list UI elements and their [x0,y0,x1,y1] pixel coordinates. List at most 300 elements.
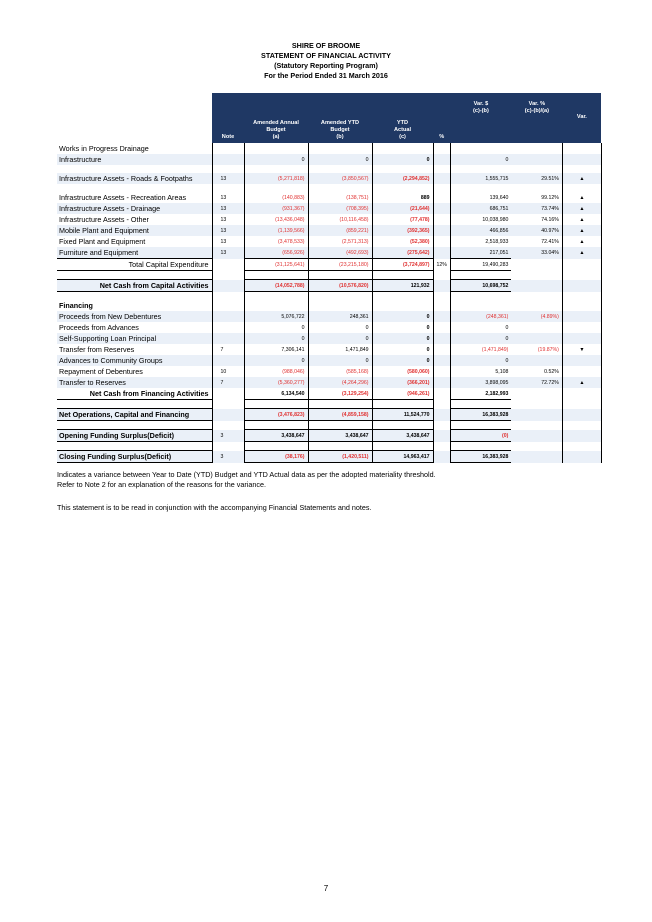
variance-arrow-icon: ▼ [562,344,601,355]
cell-vd: (0) [450,430,511,442]
header-var: Var. [562,93,601,143]
variance-arrow-icon: ▲ [562,236,601,247]
table-row [57,409,601,421]
cell-pct [433,214,450,225]
cell-a: 6,134,540 [244,388,308,400]
table-row [57,214,601,225]
table-row [57,271,601,280]
variance-arrow-icon [562,430,601,442]
cell-a: 3,438,647 [244,430,308,442]
cell-vp [511,400,562,409]
row-label: Net Operations, Capital and Financing [57,409,212,421]
cell-note [212,271,244,280]
cell-c: 3,438,647 [372,430,433,442]
cell-pct [433,143,450,154]
row-label: Opening Funding Surplus(Deficit) [57,430,212,442]
cell-c [372,421,433,430]
row-label: Infrastructure Assets - Recreation Areas [57,192,212,203]
cell-a [244,300,308,311]
cell-pct [433,271,450,280]
cell-vp [511,388,562,400]
cell-pct [433,409,450,421]
row-label: Works in Progress Drainage [57,143,212,154]
cell-b [308,442,372,451]
page-number: 7 [323,884,329,893]
cell-c: (52,380) [372,236,433,247]
cell-pct [433,366,450,377]
cell-b: (859,221) [308,225,372,236]
cell-note [212,184,244,192]
cell-b: (3,850,567) [308,173,372,184]
table-row [57,192,601,203]
cell-b: (492,693) [308,247,372,259]
cell-note [212,259,244,271]
cell-pct [433,421,450,430]
cell-a [244,143,308,154]
cell-c [372,271,433,280]
variance-arrow-icon: ▲ [562,192,601,203]
cell-c: 0 [372,322,433,333]
cell-c [372,143,433,154]
cell-b [308,292,372,301]
cell-a [244,442,308,451]
cell-a: (13,436,048) [244,214,308,225]
cell-vd: 16,383,928 [450,409,511,421]
cell-b: (23,215,180) [308,259,372,271]
cell-a [244,292,308,301]
cell-vd [450,421,511,430]
variance-arrow-icon: ▲ [562,203,601,214]
cell-a: (5,271,818) [244,173,308,184]
cell-a: (931,367) [244,203,308,214]
cell-c [372,292,433,301]
cell-vd [450,400,511,409]
table-row [57,451,601,463]
cell-vp [511,451,562,463]
variance-arrow-icon [562,421,601,430]
cell-pct [433,451,450,463]
table-row [57,322,601,333]
cell-vd: 10,698,752 [450,280,511,292]
table-row [57,430,601,442]
cell-pct: 12% [436,261,447,268]
cell-a: 0 [244,322,308,333]
row-label: Self-Supporting Loan Principal [57,333,212,344]
header-budget-a: Amended Annual Budget (a) [244,93,308,143]
variance-arrow-icon [562,355,601,366]
cell-c: 11,524,770 [372,409,433,421]
cell-note [212,322,244,333]
variance-arrow-icon [562,311,601,322]
cell-b: (708,395) [308,203,372,214]
row-label: Transfer to Reserves [57,377,212,388]
cell-vp [511,300,562,311]
table-row [57,280,601,292]
cell-a: 5,076,722 [244,311,308,322]
cell-vd: 0 [450,154,511,165]
header-var-pct: Var. % (c)-(b)/(a) [511,93,562,143]
cell-note: 10 [212,366,244,377]
cell-c: 0 [372,344,433,355]
cell-note: 13 [212,236,244,247]
cell-vd: 16,383,928 [450,451,511,463]
footnote-statement: This statement is to be read in conjunction with the accompanying Financial Statements and notes. [57,503,372,512]
cell-vd: 5,108 [450,366,511,377]
table-row [57,344,601,355]
cell-c [372,184,433,192]
table-row [57,247,601,259]
cell-vd: 3,898,095 [450,377,511,388]
cell-c: (77,478) [372,214,433,225]
cell-vp [511,184,562,192]
cell-b: (3,129,254) [308,388,372,400]
cell-vp: (4.89%) [511,311,562,322]
cell-note: 3 [212,430,244,442]
cell-b [308,400,372,409]
table-row [57,154,601,165]
cell-note [212,388,244,400]
cell-b [308,300,372,311]
cell-a: 0 [244,333,308,344]
council-name: SHIRE OF BROOME [291,41,361,50]
table-row [57,366,601,377]
cell-pct [433,165,450,173]
cell-vp [511,442,562,451]
cell-vd: 0 [450,322,511,333]
cell-a: 0 [244,154,308,165]
table-row [57,355,601,366]
cell-c: 0 [372,333,433,344]
cell-note: 7 [212,344,244,355]
cell-c: 14,963,417 [372,451,433,463]
cell-pct [433,236,450,247]
cell-vp [511,271,562,280]
variance-arrow-icon [562,154,601,165]
cell-note [212,400,244,409]
header-ytd-b: Amended YTD Budget (b) [308,93,372,143]
cell-b: 0 [308,333,372,344]
cell-vp [511,333,562,344]
row-label [57,442,212,451]
variance-arrow-icon [562,333,601,344]
report-title [0,41,652,81]
cell-vd [450,292,511,301]
cell-a: (31,125,641) [244,259,308,271]
cell-vd: 0 [450,355,511,366]
cell-pct [433,333,450,344]
variance-arrow-icon [562,451,601,463]
header-pct: % [433,93,450,143]
cell-b [308,184,372,192]
row-label: Closing Funding Surplus(Deficit) [57,451,212,463]
cell-vd: 139,640 [450,192,511,203]
cell-b [308,143,372,154]
row-label: Proceeds from Advances [57,322,212,333]
variance-arrow-icon: ▲ [562,225,601,236]
table-row [57,421,601,430]
cell-vd: 466,856 [450,225,511,236]
row-label: Fixed Plant and Equipment [57,236,212,247]
cell-note [212,143,244,154]
cell-note: 13 [212,192,244,203]
cell-vp [511,322,562,333]
cell-vp [511,259,562,271]
cell-c: 0 [372,311,433,322]
cell-vp: (19.87%) [537,346,559,353]
cell-vp: 40.97% [511,225,562,236]
cell-vd: 19,490,283 [450,259,511,271]
table-row [57,173,601,184]
cell-a [244,400,308,409]
cell-note [212,355,244,366]
row-label [57,184,212,192]
cell-a [244,184,308,192]
table-row [57,292,601,301]
financial-activity-table [57,93,602,463]
cell-pct [433,388,450,400]
cell-c: (580,060) [372,366,433,377]
table-row [57,300,601,311]
cell-c: (392,365) [372,225,433,236]
table-row [57,259,601,271]
cell-c: (2,294,852) [372,173,433,184]
row-label: Net Cash from Capital Activities [57,280,212,292]
cell-note [212,421,244,430]
cell-pct [433,292,450,301]
row-label: Infrastructure [57,154,212,165]
row-label: Infrastructure Assets - Drainage [57,203,212,214]
table-row [57,203,601,214]
table-row [57,442,601,451]
cell-b [308,271,372,280]
header-actual-c: YTD Actual (c) [372,93,433,143]
cell-vp: 72.72% [511,377,562,388]
cell-vd: 0 [450,333,511,344]
cell-b: (1,420,511) [308,451,372,463]
cell-note: 13 [212,203,244,214]
row-label: Proceeds from New Debentures [57,311,212,322]
table-row [57,388,601,400]
table-row [57,333,601,344]
table-row [57,236,601,247]
variance-arrow-icon: ▲ [562,214,601,225]
table-row [57,165,601,173]
cell-pct [433,400,450,409]
variance-arrow-icon [562,184,601,192]
header-row [57,93,601,143]
cell-vd [450,300,511,311]
cell-vp: 33.04% [511,247,562,259]
cell-pct [433,377,450,388]
cell-note: 3 [212,451,244,463]
variance-arrow-icon [562,442,601,451]
table-row [57,400,601,409]
cell-c: 0 [372,355,433,366]
cell-note [212,333,244,344]
cell-b: (4,859,158) [308,409,372,421]
cell-note: 13 [212,173,244,184]
cell-b: (585,168) [308,366,372,377]
cell-pct [433,355,450,366]
cell-a: (14,052,788) [244,280,308,292]
variance-arrow-icon: ▲ [562,377,601,388]
variance-arrow-icon [562,259,601,271]
cell-vd: 10,038,980 [450,214,511,225]
cell-note: 13 [212,225,244,236]
cell-c: 0 [372,154,433,165]
row-label [57,400,212,409]
cell-note [212,300,244,311]
cell-c: (3,724,897) [372,259,433,271]
row-label: Transfer from Reserves [57,344,212,355]
cell-a: (38,176) [244,451,308,463]
variance-arrow-icon [562,143,601,154]
cell-vd: 1,555,715 [450,173,511,184]
cell-b: (138,751) [308,192,372,203]
cell-vd [450,143,511,154]
cell-a [244,165,308,173]
cell-vd: (248,361) [450,311,511,322]
cell-pct [433,311,450,322]
cell-vp [511,280,562,292]
cell-a: 0 [244,355,308,366]
cell-c: 121,932 [372,280,433,292]
row-label [57,165,212,173]
cell-b: (10,576,820) [308,280,372,292]
cell-c: 889 [372,192,433,203]
cell-pct [433,300,450,311]
cell-pct [433,280,450,292]
cell-pct [433,203,450,214]
cell-a: (3,478,533) [244,236,308,247]
cell-vd: 2,518,933 [450,236,511,247]
cell-vp [511,409,562,421]
cell-vp: 72.41% [541,238,559,245]
cell-vp [511,421,562,430]
row-label [57,292,212,301]
cell-vp: 99.12% [541,194,559,201]
header-var-dollar: Var. $ (c)-(b) [450,93,511,143]
header-note: Note [212,93,244,143]
cell-a: (3,476,823) [244,409,308,421]
row-label: Financing [57,300,212,311]
table-row [57,225,601,236]
cell-b [308,421,372,430]
period: For the Period Ended 31 March 2016 [264,71,388,80]
table-row [57,311,601,322]
cell-c: (946,261) [372,388,433,400]
cell-vd: 217,051 [450,247,511,259]
cell-vp [511,355,562,366]
row-label: Advances to Community Groups [57,355,212,366]
cell-pct [433,344,450,355]
cell-vd [450,271,511,280]
row-label: Furniture and Equipment [57,247,212,259]
cell-vd: 2,182,993 [450,388,511,400]
cell-c [372,300,433,311]
cell-note: 13 [212,247,244,259]
cell-pct [433,184,450,192]
cell-vp [511,430,562,442]
cell-note [212,292,244,301]
cell-c [372,400,433,409]
variance-arrow-icon [562,409,601,421]
cell-a [244,271,308,280]
table-row [57,143,601,154]
cell-note [212,442,244,451]
cell-vd: 686,751 [450,203,511,214]
cell-a: (1,139,566) [244,225,308,236]
row-label [57,421,212,430]
cell-b: (2,571,313) [308,236,372,247]
cell-a: (656,926) [244,247,308,259]
variance-arrow-icon [562,400,601,409]
cell-a: (988,046) [244,366,308,377]
cell-pct [433,154,450,165]
cell-vp: 73.74% [511,203,562,214]
variance-arrow-icon [562,165,601,173]
statement-subtitle: (Statutory Reporting Program) [274,61,378,70]
cell-b: (10,116,458) [308,214,372,225]
row-label: Net Cash from Financing Activities [57,388,212,400]
row-label: Total Capital Expenditure [57,259,212,271]
cell-pct [433,192,450,203]
variance-arrow-icon [562,292,601,301]
cell-vd [450,184,511,192]
cell-vp [511,143,562,154]
cell-a: (140,883) [244,192,308,203]
cell-b: 1,471,849 [308,344,372,355]
variance-arrow-icon [562,271,601,280]
cell-b [308,165,372,173]
cell-a: (5,360,277) [244,377,308,388]
cell-pct [433,322,450,333]
cell-b: 0 [308,355,372,366]
footnote-variance: Indicates a variance between Year to Date (YTD) Budget and YTD Actual data as per the adopted materiality threshold. Refer to Note 2 for an explanation of the reasons for the variance. [57,470,436,489]
cell-pct [433,247,450,259]
cell-b: (4,264,296) [308,377,372,388]
cell-vp: 0.52% [544,368,559,375]
cell-note [212,409,244,421]
cell-vp [511,154,562,165]
cell-vp [511,292,562,301]
table-row [57,184,601,192]
cell-a [244,421,308,430]
variance-arrow-icon [562,322,601,333]
variance-arrow-icon: ▲ [562,247,601,259]
cell-c: (21,644) [372,203,433,214]
cell-vd [450,442,511,451]
cell-note [212,165,244,173]
cell-c: (366,201) [372,377,433,388]
cell-vd: (1,471,849) [450,344,511,355]
row-label: Repayment of Debentures [57,366,212,377]
cell-vp [511,165,562,173]
statement-name: STATEMENT OF FINANCIAL ACTIVITY [261,51,391,60]
cell-b: 248,361 [308,311,372,322]
cell-c [372,165,433,173]
cell-vd [450,165,511,173]
cell-note: 7 [212,377,244,388]
row-label: Infrastructure Assets - Roads & Footpaths [57,173,212,184]
cell-pct [433,225,450,236]
cell-pct [433,430,450,442]
variance-arrow-icon [562,280,601,292]
cell-note [212,311,244,322]
cell-b: 0 [308,322,372,333]
cell-note [212,154,244,165]
cell-c [372,442,433,451]
